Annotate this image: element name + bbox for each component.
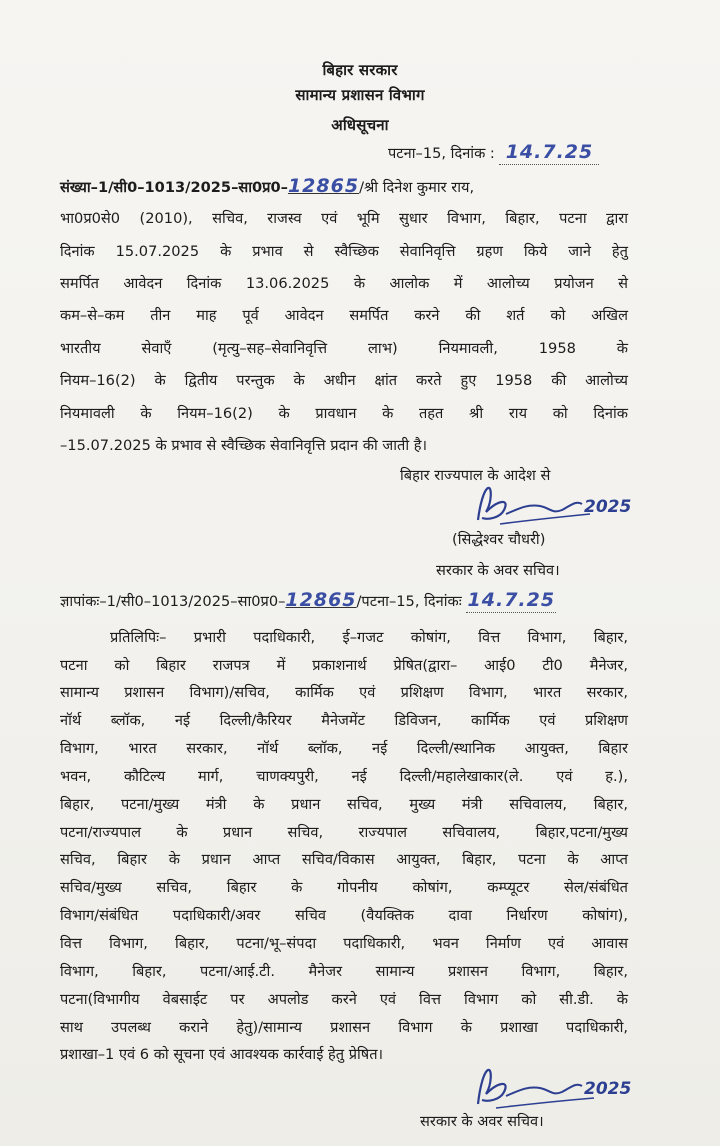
memo-line-14: साथ उपलब्ध कराने हेतु)/सामान्य प्रशासन विभाग के प्रशाखा पदाधिकारी, [60,1019,628,1036]
memo-number-handwritten: 12865 [285,589,357,611]
memo-line-12: विभाग, बिहार, पटना/आई.टी. मैनेजर सामान्य प्रशासन विभाग, बिहार, [60,963,628,980]
memo-line-4: विभाग, भारत सरकार, नॉर्थ ब्लॉक, नई दिल्ली/स्थानिक आयुक्त, बिहार [60,740,628,757]
notification-line-8: –15.07.2025 के प्रभाव से स्वैच्छिक सेवानिवृत्ति प्रदान की जाती है। [60,437,428,454]
dept-title: सामान्य प्रशासन विभाग [295,86,425,104]
memo-number-prefix: ज्ञापांकः–1/सी0–1013/2025–सा0प्र0– [60,593,286,610]
signatory-designation: सरकार के अवर सचिव। [436,562,560,579]
memo-line-13: पटना(विभागीय वेबसाईट पर अपलोड करने एवं वित्त विभाग को सी.डी. के [60,991,628,1008]
notification-line-7: नियमावली के नियम–16(2) के प्रावधान के तहत श्री राय को दिनांक [60,405,628,422]
memo-line-8: सचिव, बिहार के प्रधान आप्त सचिव/विकास आयुक्त, बिहार, पटना के आप्त [60,851,628,868]
memo-signatory-designation: सरकार के अवर सचिव। [420,1113,544,1130]
memo-place-date-label: /पटना–15, दिनांकः [356,593,462,610]
notification-line-6: नियम–16(2) के द्वितीय परन्तुक के अधीन क्षांत करते हुए 1958 की आलोच्य [60,372,628,389]
notification-line-4: कम–से–कम तीन माह पूर्व आवेदन समर्पित करने की शर्त को अखिल [60,307,628,324]
order-line: बिहार राज्यपाल के आदेश से [400,467,551,484]
signature-2-year: 2025 [584,1079,632,1099]
memo-line-5: भवन, कौटिल्य मार्ग, चाणक्यपुरी, नई दिल्ली/महालेखाकार(ले. एवं ह.), [60,768,628,785]
notification-line-5: भारतीय सेवाएँ (मृत्यु–सह–सेवानिवृत्ति लाभ) नियमावली, 1958 के [60,340,628,357]
memo-line-15: प्रशाखा–1 एवं 6 को सूचना एवं आवश्यक कार्रवाई हेतु प्रेषित। [60,1046,384,1063]
memo-line-2: सामान्य प्रशासन विभाग)/सचिव, कार्मिक एवं प्रशिक्षण विभाग, भारत सरकार, [60,684,628,701]
memo-line-3: नॉर्थ ब्लॉक, नई दिल्ली/कैरियर मैनेजमेंट डिविजन, कार्मिक एवं प्रशिक्षण [60,712,628,729]
memo-date-field [466,590,556,613]
notification-number-handwritten: 12865 [287,175,360,197]
notification-number-prefix: संख्या–1/सी0–1013/2025–सा0प्र0– [60,179,288,196]
memo-date-handwritten: 14.7.25 [467,589,556,611]
date-handwritten: 14.7.25 [505,141,594,163]
memo-line-6: बिहार, पटना/मुख्य मंत्री के प्रधान सचिव, मुख्य मंत्री सचिवालय, बिहार, [60,796,628,813]
notification-line-2: दिनांक 15.07.2025 के प्रभाव से स्वैच्छिक सेवानिवृत्ति ग्रहण किये जाने हेतु [60,243,628,260]
notification-number-line [60,176,474,198]
memo-number-line [60,590,556,613]
memo-line-11: वित्त विभाग, बिहार, पटना/भू–संपदा पदाधिकारी, भवन निर्माण एवं आवास [60,935,628,952]
memo-line-10: विभाग/संबंधित पदाधिकारी/अवर सचिव (वैयक्तिक दावा निर्धारण कोषांग), [60,907,628,924]
notification-place-date [388,142,599,165]
signatory-name: (सिद्धेश्वर चौधरी) [452,531,546,548]
signature-image-1 [470,484,650,530]
date-handwritten-field [499,142,599,165]
signature-1-year: 2025 [584,497,632,517]
notification-line-1: भा0प्र0से0 (2010), सचिव, राजस्व एवं भूमि सुधार विभाग, बिहार, पटना द्वारा [60,210,628,227]
place-date-label: पटना–15, दिनांक : [388,145,495,162]
doc-type-title: अधिसूचना [331,116,389,134]
govt-title: बिहार सरकार [322,61,398,79]
memo-line-0: प्रतिलिपिः– प्रभारी पदाधिकारी, ई–गजट कोषांग, वित्त विभाग, बिहार, [110,629,628,646]
memo-line-7: पटना/राज्यपाल के प्रधान सचिव, राज्यपाल सचिवालय, बिहार,पटना/मुख्य [60,824,628,841]
signature-image-2 [470,1064,650,1114]
memo-line-1: पटना को बिहार राजपत्र में प्रकाशनार्थ प्रेषित(द्वारा– आई0 टी0 मैनेजर, [60,657,628,674]
notification-line-0: /श्री दिनेश कुमार राय, [359,179,475,196]
memo-line-9: सचिव/मुख्य सचिव, बिहार के गोपनीय कोषांग, कम्प्यूटर सेल/संबंधित [60,879,628,896]
notification-line-3: समर्पित आवेदन दिनांक 13.06.2025 के आलोक में आलोच्य प्रयोजन से [60,275,628,292]
